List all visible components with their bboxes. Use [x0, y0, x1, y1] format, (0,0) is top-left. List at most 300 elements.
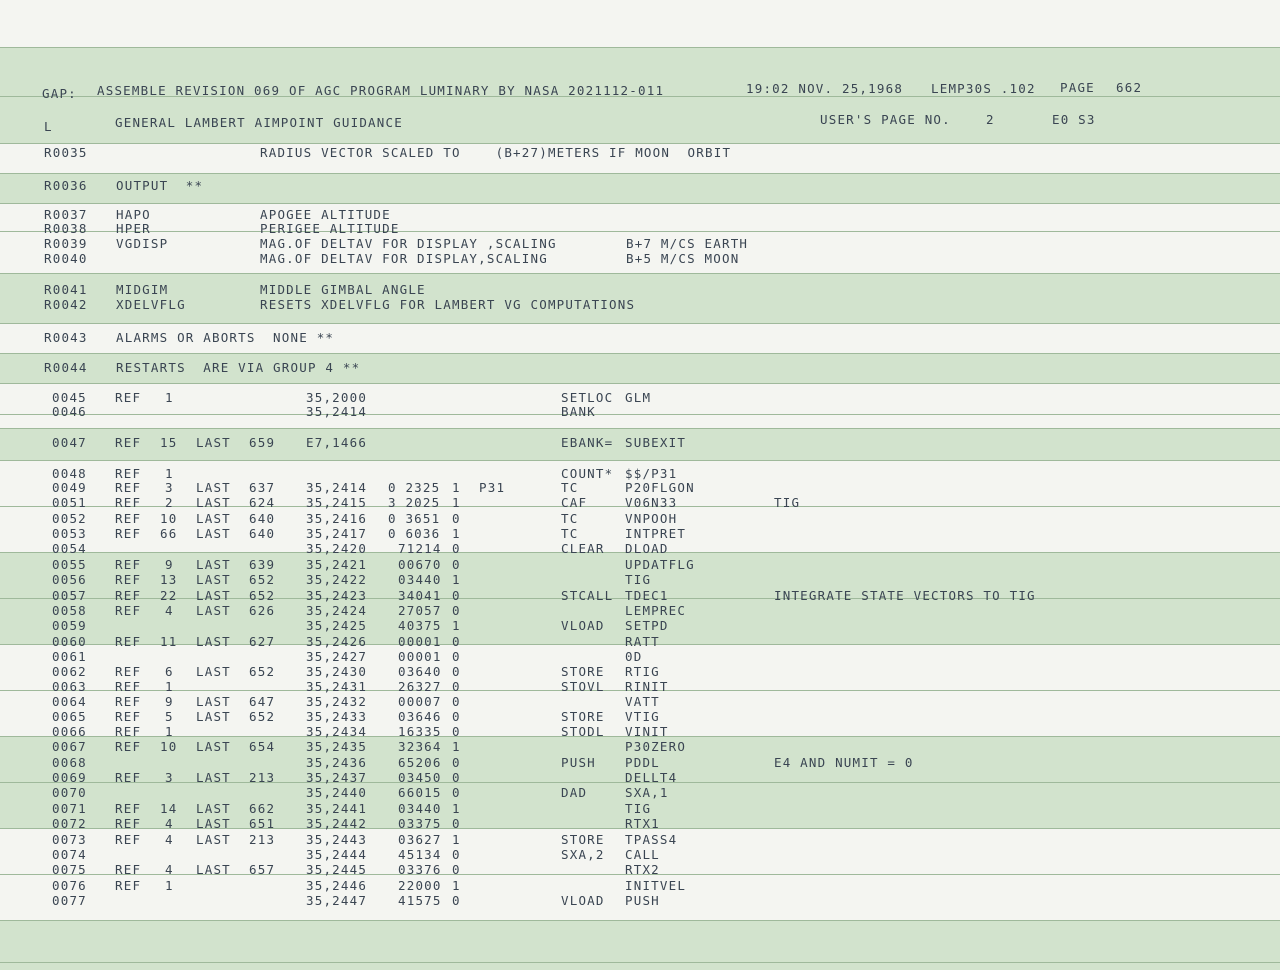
operand: DELLT4: [625, 770, 678, 785]
address: 35,2440: [306, 785, 368, 800]
remark-name: MIDGIM: [116, 282, 169, 297]
ref-count: 9: [165, 557, 174, 572]
address: 35,2000: [306, 390, 368, 405]
ref-count: 15: [160, 435, 178, 450]
ref-tag: REF: [115, 739, 142, 754]
last-tag: LAST: [196, 526, 231, 541]
address: 35,2426: [306, 634, 368, 649]
address: 35,2447: [306, 893, 368, 908]
remark-name: HPER: [116, 221, 151, 236]
parity-flag: 0: [452, 893, 461, 908]
ruling-line: [0, 203, 1280, 204]
opcode: TC: [561, 526, 579, 541]
parity-flag: 1: [452, 878, 461, 893]
operand: GLM: [625, 390, 652, 405]
opcode: COUNT*: [561, 466, 614, 481]
opcode: VLOAD: [561, 618, 605, 633]
operand: INITVEL: [625, 878, 687, 893]
parity-flag: 1: [452, 801, 461, 816]
line-number: 0070: [52, 785, 87, 800]
line-number: 0066: [52, 724, 87, 739]
last-tag: LAST: [196, 694, 231, 709]
octal-word: 0 2325: [388, 480, 441, 495]
ref-tag: REF: [115, 770, 142, 785]
last-tag: LAST: [196, 588, 231, 603]
ref-count: 4: [165, 816, 174, 831]
ref-tag: REF: [115, 832, 142, 847]
parity-flag: 0: [452, 541, 461, 556]
last-tag: LAST: [196, 557, 231, 572]
ref-tag: REF: [115, 526, 142, 541]
ref-count: 4: [165, 862, 174, 877]
comment: INTEGRATE STATE VECTORS TO TIG: [774, 588, 1036, 603]
line-number: 0054: [52, 541, 87, 556]
last-tag: LAST: [196, 495, 231, 510]
last-page: 659: [249, 435, 276, 450]
opcode: EBANK=: [561, 435, 614, 450]
remark-description: APOGEE ALTITUDE: [260, 207, 391, 222]
remark-scaling: B+7 M/CS EARTH: [626, 236, 749, 251]
parity-flag: 0: [452, 816, 461, 831]
opcode: PUSH: [561, 755, 596, 770]
address: 35,2445: [306, 862, 368, 877]
ruling-line: [0, 414, 1280, 415]
users-page-number: 2: [986, 112, 995, 127]
last-page: 652: [249, 588, 276, 603]
address: 35,2414: [306, 480, 368, 495]
operand: CALL: [625, 847, 660, 862]
operand: VINIT: [625, 724, 669, 739]
ref-count: 1: [165, 724, 174, 739]
ref-count: 22: [160, 588, 178, 603]
address: 35,2444: [306, 847, 368, 862]
opcode: VLOAD: [561, 893, 605, 908]
address: 35,2424: [306, 603, 368, 618]
gap-label: GAP:: [42, 86, 77, 101]
octal-word: 03627: [398, 832, 442, 847]
section-title: GENERAL LAMBERT AIMPOINT GUIDANCE: [115, 115, 403, 130]
remark-name: RESTARTS ARE VIA GROUP 4 **: [116, 360, 361, 375]
opcode: BANK: [561, 404, 596, 419]
ref-tag: REF: [115, 572, 142, 587]
remark-id: R0042: [44, 297, 88, 312]
operand: SXA,1: [625, 785, 669, 800]
operand: INTPRET: [625, 526, 687, 541]
line-number: 0075: [52, 862, 87, 877]
operand: PDDL: [625, 755, 660, 770]
operand: SETPD: [625, 618, 669, 633]
opcode: STOVL: [561, 679, 605, 694]
operand: RTX2: [625, 862, 660, 877]
opcode: STCALL: [561, 588, 614, 603]
operand: SUBEXIT: [625, 435, 687, 450]
parity-flag: 0: [452, 649, 461, 664]
remark-description: MAG.OF DELTAV FOR DISPLAY,SCALING: [260, 251, 548, 266]
assemble-title: ASSEMBLE REVISION 069 OF AGC PROGRAM LUMINARY BY NASA 2021112-011: [97, 83, 665, 98]
parity-flag: 0: [452, 634, 461, 649]
address: 35,2415: [306, 495, 368, 510]
ref-count: 9: [165, 694, 174, 709]
last-tag: LAST: [196, 634, 231, 649]
line-number: 0063: [52, 679, 87, 694]
line-number: 0053: [52, 526, 87, 541]
line-number: 0059: [52, 618, 87, 633]
last-tag: LAST: [196, 801, 231, 816]
ref-count: 10: [160, 739, 178, 754]
operand: 0D: [625, 649, 643, 664]
ref-count: 3: [165, 770, 174, 785]
program-name: LEMP30S .102: [931, 81, 1036, 96]
parity-flag: 1: [452, 572, 461, 587]
line-number: 0067: [52, 739, 87, 754]
operand: RTX1: [625, 816, 660, 831]
line-number: 0076: [52, 878, 87, 893]
ref-tag: REF: [115, 664, 142, 679]
ruling-line: [0, 460, 1280, 461]
remark-name: XDELVFLG: [116, 297, 186, 312]
operand: VTIG: [625, 709, 660, 724]
ruling-line: [0, 323, 1280, 324]
last-tag: LAST: [196, 739, 231, 754]
ref-count: 14: [160, 801, 178, 816]
line-number: 0052: [52, 511, 87, 526]
octal-word: 45134: [398, 847, 442, 862]
address: 35,2417: [306, 526, 368, 541]
operand: UPDATFLG: [625, 557, 695, 572]
octal-word: 03440: [398, 572, 442, 587]
last-page: 213: [249, 832, 276, 847]
users-page-label: USER'S PAGE NO.: [820, 112, 951, 127]
line-number: 0061: [52, 649, 87, 664]
octal-word: 16335: [398, 724, 442, 739]
remark-id: R0038: [44, 221, 88, 236]
ref-tag: REF: [115, 588, 142, 603]
ref-tag: REF: [115, 390, 142, 405]
parity-flag: 0: [452, 785, 461, 800]
parity-flag: 0: [452, 770, 461, 785]
parity-flag: 0: [452, 724, 461, 739]
ruling-line: [0, 47, 1280, 48]
operand: LEMPREC: [625, 603, 687, 618]
operand: DLOAD: [625, 541, 669, 556]
remark-name: HAPO: [116, 207, 151, 222]
parity-flag: 0: [452, 588, 461, 603]
line-number: 0077: [52, 893, 87, 908]
line-number: 0048: [52, 466, 87, 481]
line-number: 0051: [52, 495, 87, 510]
ref-tag: REF: [115, 862, 142, 877]
ref-count: 1: [165, 390, 174, 405]
remark-id: R0037: [44, 207, 88, 222]
ref-tag: REF: [115, 679, 142, 694]
page-label: PAGE: [1060, 80, 1095, 95]
last-tag: LAST: [196, 770, 231, 785]
octal-word: 00001: [398, 634, 442, 649]
parity-flag: 0: [452, 679, 461, 694]
last-tag: LAST: [196, 832, 231, 847]
parity-flag: 1: [452, 832, 461, 847]
ref-tag: REF: [115, 435, 142, 450]
ref-count: 5: [165, 709, 174, 724]
ref-tag: REF: [115, 603, 142, 618]
address: 35,2427: [306, 649, 368, 664]
octal-word: 00670: [398, 557, 442, 572]
last-tag: LAST: [196, 572, 231, 587]
opcode: SETLOC: [561, 390, 614, 405]
ref-count: 1: [165, 878, 174, 893]
line-number: 0073: [52, 832, 87, 847]
ruling-line: [0, 273, 1280, 274]
octal-word: 22000: [398, 878, 442, 893]
last-page: 624: [249, 495, 276, 510]
octal-word: 03440: [398, 801, 442, 816]
ruling-line: [0, 962, 1280, 963]
line-number: 0057: [52, 588, 87, 603]
ruling-line: [0, 231, 1280, 232]
parity-flag: 1: [452, 618, 461, 633]
parity-flag: 1: [452, 739, 461, 754]
remark-id: R0043: [44, 330, 88, 345]
last-page: 637: [249, 480, 276, 495]
parity-flag: 0: [452, 664, 461, 679]
address: 35,2441: [306, 801, 368, 816]
remark-scaling: B+5 M/CS MOON: [626, 251, 740, 266]
operand: $$/P31: [625, 466, 678, 481]
address: 35,2422: [306, 572, 368, 587]
last-tag: LAST: [196, 480, 231, 495]
line-number: 0068: [52, 755, 87, 770]
address: 35,2416: [306, 511, 368, 526]
opcode: STORE: [561, 832, 605, 847]
line-number: 0072: [52, 816, 87, 831]
ref-tag: REF: [115, 495, 142, 510]
parity-flag: 0: [452, 755, 461, 770]
ruling-line: [0, 920, 1280, 921]
octal-word: 26327: [398, 679, 442, 694]
line-number: 0056: [52, 572, 87, 587]
ref-tag: REF: [115, 801, 142, 816]
operand: RTIG: [625, 664, 660, 679]
ref-tag: REF: [115, 480, 142, 495]
last-page: 647: [249, 694, 276, 709]
opcode: DAD: [561, 785, 588, 800]
address: 35,2435: [306, 739, 368, 754]
ref-count: 66: [160, 526, 178, 541]
paper-band: [0, 273, 1280, 323]
octal-word: 71214: [398, 541, 442, 556]
ref-count: 13: [160, 572, 178, 587]
remark-id: R0044: [44, 360, 88, 375]
last-page: 640: [249, 511, 276, 526]
last-page: 654: [249, 739, 276, 754]
operand: TPASS4: [625, 832, 678, 847]
ref-tag: REF: [115, 557, 142, 572]
comment: E4 AND NUMIT = 0: [774, 755, 914, 770]
operand: TDEC1: [625, 588, 669, 603]
ref-count: 2: [165, 495, 174, 510]
last-tag: LAST: [196, 816, 231, 831]
last-page: 652: [249, 664, 276, 679]
octal-word: 40375: [398, 618, 442, 633]
last-page: 652: [249, 709, 276, 724]
octal-word: 34041: [398, 588, 442, 603]
log-section-letter: L: [44, 119, 53, 134]
print-time: 19:02 NOV. 25,1968: [746, 81, 904, 96]
last-page: 640: [249, 526, 276, 541]
octal-word: 0 6036: [388, 526, 441, 541]
operand: VATT: [625, 694, 660, 709]
line-number: 0049: [52, 480, 87, 495]
remark-id: R0035: [44, 145, 88, 160]
paper-band-top: [0, 0, 1280, 48]
ref-count: 4: [165, 832, 174, 847]
line-number: 0071: [52, 801, 87, 816]
operand: TIG: [625, 801, 652, 816]
address: 35,2425: [306, 618, 368, 633]
line-number: 0046: [52, 404, 87, 419]
octal-word: 03646: [398, 709, 442, 724]
ref-count: 1: [165, 679, 174, 694]
remark-id: R0039: [44, 236, 88, 251]
ref-tag: REF: [115, 724, 142, 739]
last-tag: LAST: [196, 435, 231, 450]
parity-flag: 0: [452, 694, 461, 709]
ref-tag: REF: [115, 878, 142, 893]
address: 35,2431: [306, 679, 368, 694]
octal-word: 66015: [398, 785, 442, 800]
ref-count: 11: [160, 634, 178, 649]
last-tag: LAST: [196, 709, 231, 724]
ruling-line: [0, 353, 1280, 354]
last-tag: LAST: [196, 664, 231, 679]
address: 35,2437: [306, 770, 368, 785]
ref-count: 10: [160, 511, 178, 526]
last-page: 652: [249, 572, 276, 587]
opcode: CLEAR: [561, 541, 605, 556]
ref-count: 4: [165, 603, 174, 618]
operand: RATT: [625, 634, 660, 649]
octal-word: 03450: [398, 770, 442, 785]
operand: PUSH: [625, 893, 660, 908]
octal-word: 32364: [398, 739, 442, 754]
line-number: 0045: [52, 390, 87, 405]
line-number: 0055: [52, 557, 87, 572]
line-number: 0074: [52, 847, 87, 862]
eo-marker: E0 S3: [1052, 112, 1096, 127]
parity-flag: 1: [452, 495, 461, 510]
ruling-line: [0, 173, 1280, 174]
last-page: 662: [249, 801, 276, 816]
ref-tag: REF: [115, 466, 142, 481]
remark-id: R0036: [44, 178, 88, 193]
octal-word: 00001: [398, 649, 442, 664]
last-page: 213: [249, 770, 276, 785]
last-page: 651: [249, 816, 276, 831]
ref-tag: REF: [115, 634, 142, 649]
remark-description: RESETS XDELVFLG FOR LAMBERT VG COMPUTATIONS: [260, 297, 636, 312]
last-page: 627: [249, 634, 276, 649]
octal-word: 03640: [398, 664, 442, 679]
address: 35,2421: [306, 557, 368, 572]
address: 35,2430: [306, 664, 368, 679]
operand: TIG: [625, 572, 652, 587]
label: P31: [479, 480, 506, 495]
operand: RINIT: [625, 679, 669, 694]
opcode: STORE: [561, 709, 605, 724]
address: 35,2434: [306, 724, 368, 739]
last-tag: LAST: [196, 862, 231, 877]
opcode: CAF: [561, 495, 588, 510]
comment: TIG: [774, 495, 801, 510]
remark-description: RADIUS VECTOR SCALED TO (B+27)METERS IF MOON ORBIT: [260, 145, 732, 160]
parity-flag: 0: [452, 603, 461, 618]
octal-word: 03376: [398, 862, 442, 877]
address: E7,1466: [306, 435, 368, 450]
octal-word: 3 2025: [388, 495, 441, 510]
ruling-line: [0, 383, 1280, 384]
address: 35,2436: [306, 755, 368, 770]
opcode: STORE: [561, 664, 605, 679]
ref-count: 3: [165, 480, 174, 495]
remark-description: MAG.OF DELTAV FOR DISPLAY ,SCALING: [260, 236, 557, 251]
remark-description: MIDDLE GIMBAL ANGLE: [260, 282, 426, 297]
remark-name: OUTPUT **: [116, 178, 204, 193]
ruling-line: [0, 428, 1280, 429]
ref-tag: REF: [115, 709, 142, 724]
remark-id: R0040: [44, 251, 88, 266]
last-page: 657: [249, 862, 276, 877]
parity-flag: 0: [452, 862, 461, 877]
address: 35,2420: [306, 541, 368, 556]
remark-name: VGDISP: [116, 236, 169, 251]
address: 35,2433: [306, 709, 368, 724]
ruling-line: [0, 143, 1280, 144]
octal-word: 0 3651: [388, 511, 441, 526]
remark-name: ALARMS OR ABORTS NONE **: [116, 330, 335, 345]
ref-count: 6: [165, 664, 174, 679]
parity-flag: 1: [452, 526, 461, 541]
operand: P20FLGON: [625, 480, 695, 495]
opcode: TC: [561, 511, 579, 526]
parity-flag: 1: [452, 480, 461, 495]
opcode: STODL: [561, 724, 605, 739]
octal-word: 65206: [398, 755, 442, 770]
address: 35,2432: [306, 694, 368, 709]
opcode: TC: [561, 480, 579, 495]
address: 35,2446: [306, 878, 368, 893]
parity-flag: 0: [452, 557, 461, 572]
ref-tag: REF: [115, 694, 142, 709]
parity-flag: 0: [452, 847, 461, 862]
page-number: 662: [1116, 80, 1143, 95]
address: 35,2442: [306, 816, 368, 831]
address: 35,2423: [306, 588, 368, 603]
operand: VNPOOH: [625, 511, 678, 526]
remark-description: PERIGEE ALTITUDE: [260, 221, 400, 236]
last-page: 639: [249, 557, 276, 572]
line-number: 0058: [52, 603, 87, 618]
last-page: 626: [249, 603, 276, 618]
address: 35,2443: [306, 832, 368, 847]
ref-count: 1: [165, 466, 174, 481]
ref-tag: REF: [115, 511, 142, 526]
octal-word: 03375: [398, 816, 442, 831]
line-number: 0064: [52, 694, 87, 709]
ref-tag: REF: [115, 816, 142, 831]
address: 35,2414: [306, 404, 368, 419]
octal-word: 27057: [398, 603, 442, 618]
line-number: 0047: [52, 435, 87, 450]
